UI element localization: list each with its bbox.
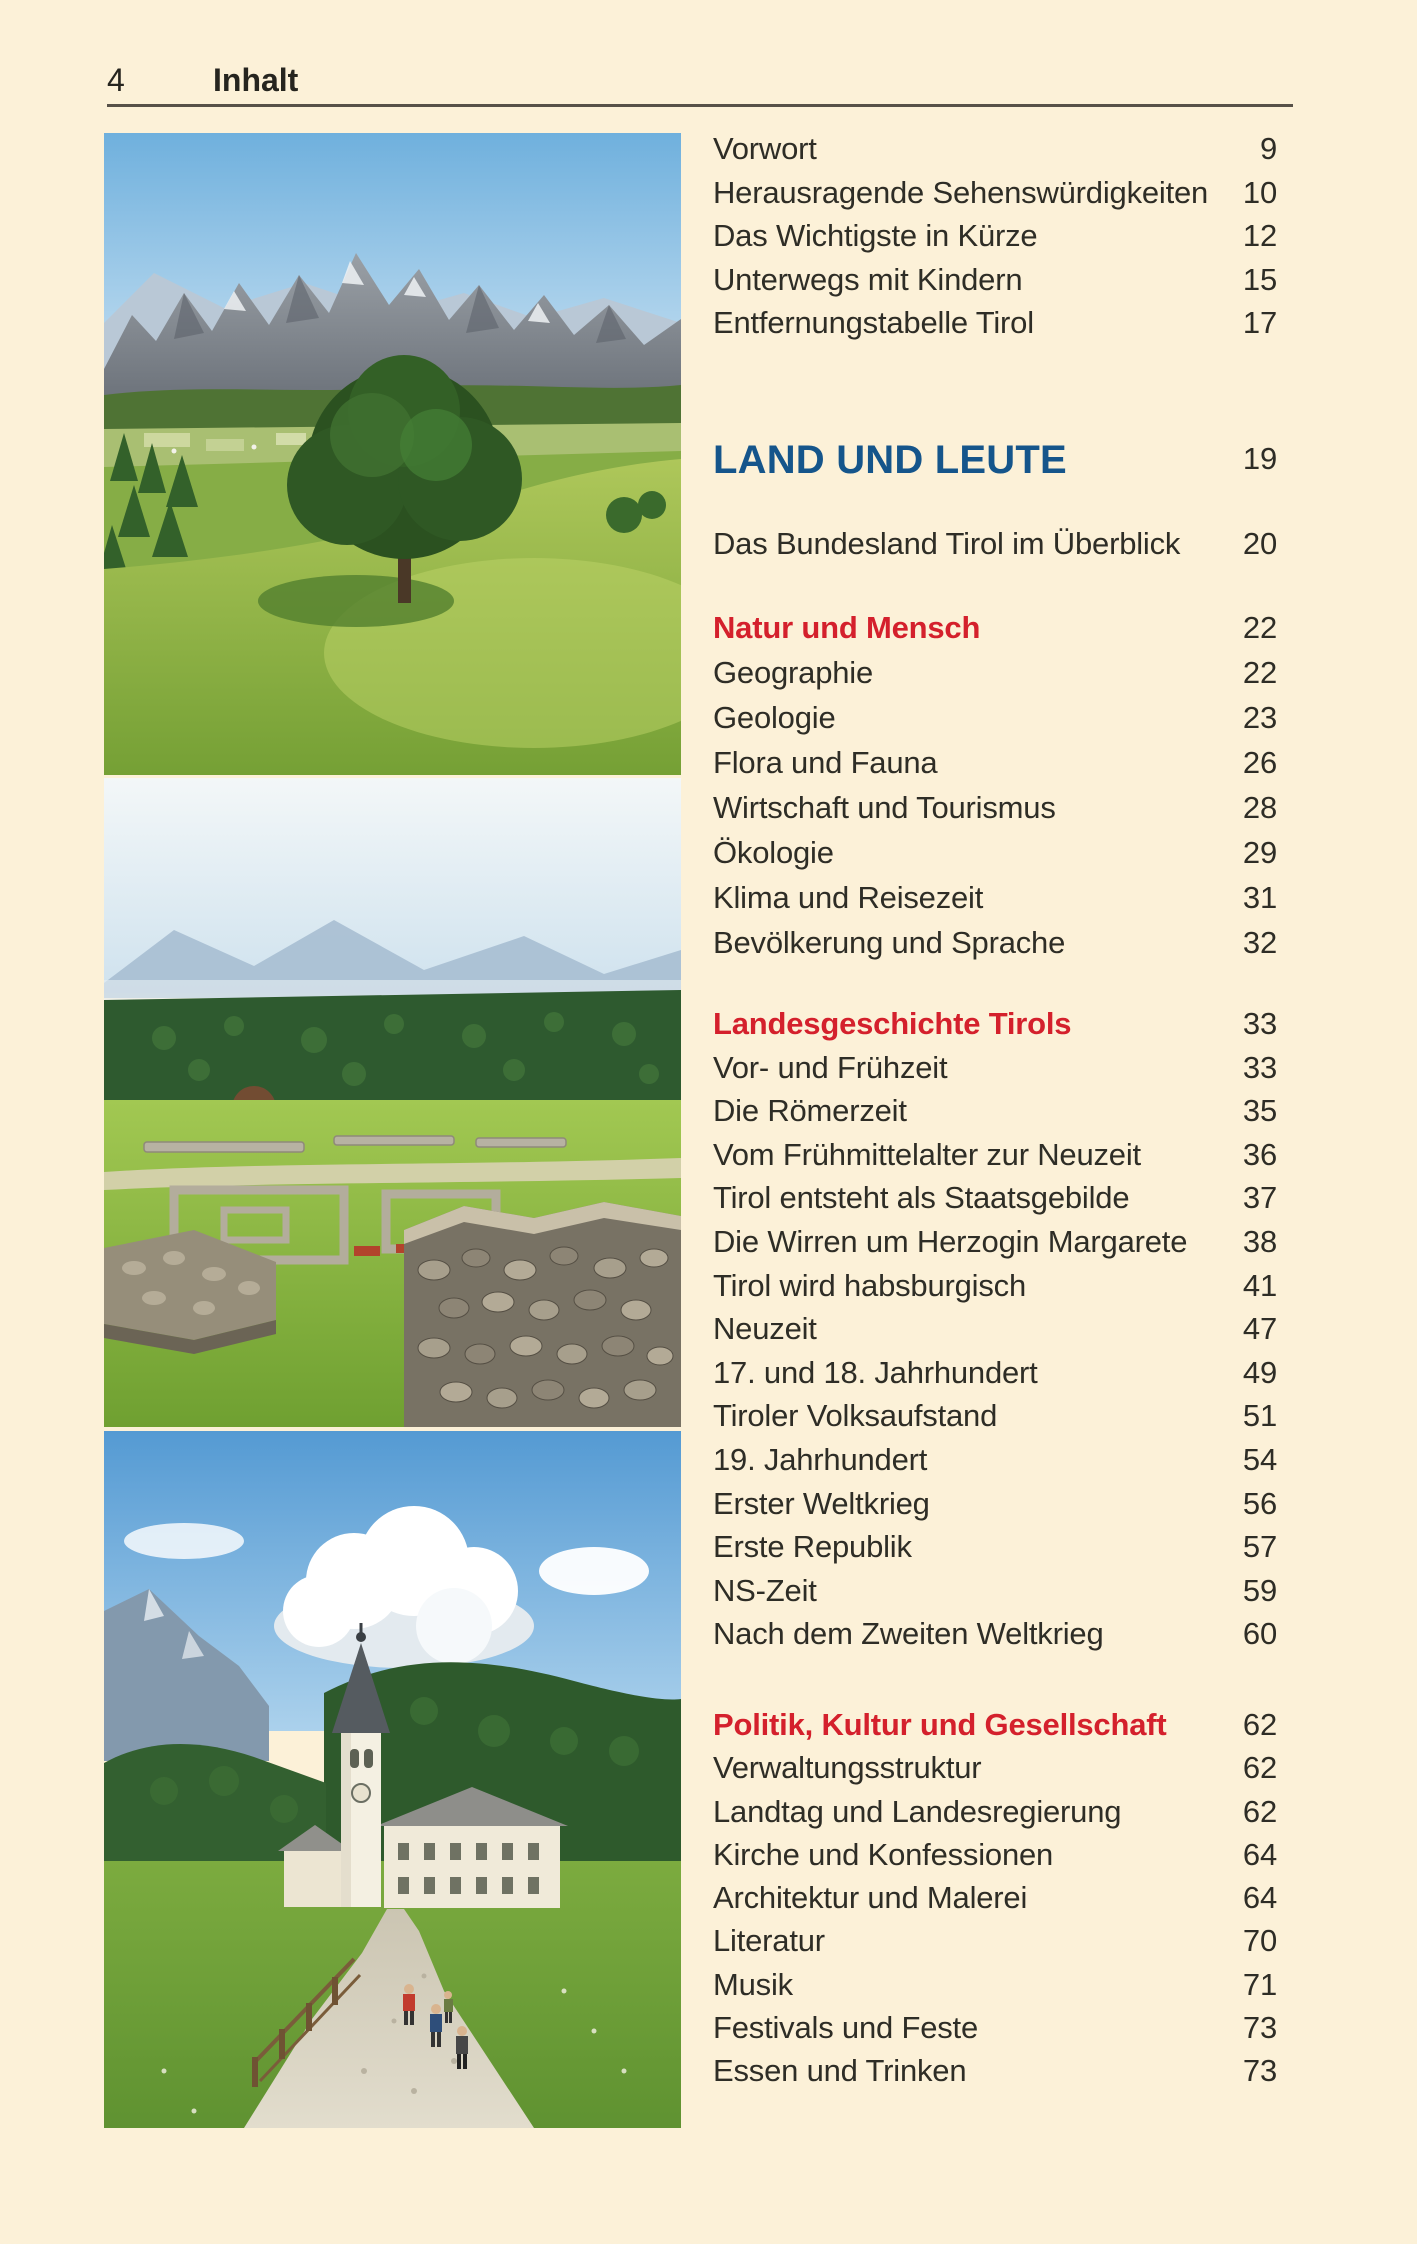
toc-entry-page: 56: [1242, 1485, 1277, 1521]
toc-entry-page: 64: [1242, 1880, 1277, 1916]
toc-entry-label: Unterwegs mit Kindern: [713, 261, 1023, 297]
toc-entry-page: 47: [1242, 1311, 1277, 1347]
toc-entry[interactable]: [713, 131, 1277, 175]
tree-shadow: [258, 575, 454, 627]
toc-entry-label: Politik, Kultur und Gesellschaft: [713, 1706, 1167, 1742]
table-of-contents: [713, 131, 1277, 2097]
toc-entry-label: Tirol wird habsburgisch: [713, 1267, 1026, 1303]
toc-entry[interactable]: [713, 1093, 1277, 1137]
toc-section: [713, 610, 1277, 970]
toc-entry-label: Vom Frühmittelalter zur Neuzeit: [713, 1136, 1141, 1172]
toc-entry-page: 41: [1242, 1267, 1277, 1303]
toc-entry-label: Neuzeit: [713, 1311, 817, 1347]
toc-entry-page: 15: [1242, 261, 1277, 297]
toc-entry[interactable]: [713, 790, 1277, 835]
toc-entry-label: Landtag und Landesregierung: [713, 1793, 1122, 1829]
toc-entry-label: Das Bundesland Tirol im Überblick: [713, 525, 1181, 561]
toc-entry[interactable]: [713, 1923, 1277, 1966]
toc-entry-page: 28: [1242, 790, 1277, 825]
toc-entry-label: Die Wirren um Herzogin Margarete: [713, 1223, 1188, 1259]
toc-entry[interactable]: [713, 655, 1277, 700]
toc-entry-label: Das Wichtigste in Kürze: [713, 218, 1038, 253]
toc-entry-page: 20: [1242, 525, 1277, 561]
toc-entry[interactable]: [713, 1967, 1277, 2010]
toc-entry-page: 62: [1242, 1793, 1277, 1829]
page-title: Inhalt: [213, 62, 299, 98]
toc-entry-label: Kirche und Konfessionen: [713, 1836, 1054, 1872]
toc-entry-page: 62: [1242, 1750, 1277, 1786]
toc-entry[interactable]: [713, 925, 1277, 970]
toc-entry[interactable]: [713, 305, 1277, 349]
toc-entry-page: 37: [1242, 1180, 1277, 1216]
toc-entry-page: 26: [1242, 745, 1277, 780]
toc-entry[interactable]: [713, 218, 1277, 262]
toc-entry-label: 19. Jahrhundert: [713, 1441, 928, 1477]
toc-entry-page: 31: [1242, 880, 1277, 915]
toc-entry-page: 12: [1242, 218, 1277, 253]
toc-entry[interactable]: [713, 1050, 1277, 1094]
toc-section-title[interactable]: [713, 610, 1277, 655]
church-path-photo: [104, 1431, 681, 2128]
toc-front-group: [713, 131, 1277, 349]
toc-entry-label: Vor- und Frühzeit: [713, 1049, 948, 1085]
page-number: 4: [107, 62, 125, 98]
toc-entry-page: 33: [1242, 1049, 1277, 1085]
right-stone-wall: [404, 1202, 681, 1427]
toc-entry[interactable]: [713, 1837, 1277, 1880]
toc-entry[interactable]: [713, 2053, 1277, 2096]
toc-entry-label: NS-Zeit: [713, 1572, 817, 1608]
toc-entry-label: Herausragende Sehenswürdigkeiten: [713, 174, 1209, 210]
toc-entry[interactable]: [713, 262, 1277, 306]
toc-entry-page: 22: [1242, 610, 1277, 645]
toc-entry[interactable]: [713, 1398, 1277, 1442]
toc-entry-label: Geographie: [713, 655, 874, 690]
part-heading-label: LAND UND LEUTE: [713, 437, 1067, 482]
toc-entry[interactable]: [713, 1311, 1277, 1355]
toc-entry-label: Verwaltungsstruktur: [713, 1750, 982, 1786]
toc-entry[interactable]: [713, 880, 1277, 925]
toc-entry[interactable]: [713, 1355, 1277, 1399]
toc-entry[interactable]: [713, 1750, 1277, 1793]
toc-part-heading[interactable]: [713, 438, 1277, 486]
toc-entry-label: Landesgeschichte Tirols: [713, 1006, 1072, 1041]
toc-section: [713, 1707, 1277, 2097]
toc-sections: [713, 610, 1277, 2097]
alpine-meadow-photo: [104, 133, 681, 775]
toc-entry-page: 73: [1242, 2053, 1277, 2089]
toc-entry-page: 64: [1242, 1836, 1277, 1872]
toc-entry[interactable]: [713, 1268, 1277, 1312]
toc-entry[interactable]: [713, 1137, 1277, 1181]
toc-entry[interactable]: [713, 1529, 1277, 1573]
part-heading-page: 19: [1242, 440, 1277, 476]
toc-entry-label: Architektur und Malerei: [713, 1880, 1028, 1916]
toc-entry[interactable]: [713, 1224, 1277, 1268]
toc-entry[interactable]: [713, 745, 1277, 790]
toc-entry-page: 49: [1242, 1354, 1277, 1390]
toc-entry-page: 54: [1242, 1441, 1277, 1477]
toc-entry-page: 38: [1242, 1223, 1277, 1259]
toc-entry[interactable]: [713, 1880, 1277, 1923]
toc-entry-page: 23: [1242, 700, 1277, 735]
toc-entry-label: Wirtschaft und Tourismus: [713, 790, 1056, 825]
toc-entry-label: Ökologie: [713, 835, 834, 870]
toc-entry-label: Flora und Fauna: [713, 745, 938, 780]
toc-section-title[interactable]: [713, 1707, 1277, 1750]
toc-entry-page: 62: [1242, 1706, 1277, 1742]
toc-entry-label: 17. und 18. Jahrhundert: [713, 1354, 1038, 1390]
toc-entry-label: Erster Weltkrieg: [713, 1485, 930, 1521]
toc-entry-label: Literatur: [713, 1923, 825, 1959]
toc-entry[interactable]: [713, 2010, 1277, 2053]
toc-entry-page: 10: [1242, 174, 1277, 210]
tower-clock: [352, 1784, 370, 1802]
header-rule: [107, 104, 1293, 107]
toc-entry-page: 51: [1242, 1398, 1277, 1434]
toc-entry-label: Natur und Mensch: [713, 610, 981, 645]
toc-entry-label: Festivals und Feste: [713, 2009, 978, 2045]
toc-entry[interactable]: [713, 1442, 1277, 1486]
toc-entry-label: Tirol entsteht als Staatsgebilde: [713, 1180, 1130, 1216]
toc-section-title[interactable]: [713, 1006, 1277, 1050]
toc-entry-page: 33: [1242, 1006, 1277, 1041]
toc-entry-label: Nach dem Zweiten Weltkrieg: [713, 1616, 1104, 1652]
toc-entry[interactable]: [713, 1180, 1277, 1224]
toc-entry-label: Musik: [713, 1966, 793, 2002]
toc-entry-page: 32: [1242, 925, 1277, 960]
toc-entry-label: Entfernungstabelle Tirol: [713, 305, 1034, 340]
toc-entry-page: 70: [1242, 1923, 1277, 1959]
page-header: [107, 62, 1293, 102]
ruins-photo: [104, 778, 681, 1427]
toc-entry-page: 29: [1242, 835, 1277, 870]
toc-entry-page: 17: [1242, 305, 1277, 340]
toc-entry[interactable]: [713, 835, 1277, 880]
toc-entry-label: Geologie: [713, 700, 836, 735]
toc-entry-page: 9: [1259, 131, 1277, 166]
toc-entry-page: 60: [1242, 1616, 1277, 1652]
toc-entry[interactable]: [713, 175, 1277, 219]
toc-entry-label: Bevölkerung und Sprache: [713, 925, 1066, 960]
toc-entry-page: 36: [1242, 1136, 1277, 1172]
toc-entry[interactable]: [713, 700, 1277, 745]
toc-entry-label: Tiroler Volksaufstand: [713, 1398, 998, 1434]
toc-entry-page: 73: [1242, 2009, 1277, 2045]
toc-entry-page: 57: [1242, 1529, 1277, 1565]
toc-entry-page: 22: [1242, 655, 1277, 690]
toc-entry-label: Klima und Reisezeit: [713, 880, 984, 915]
toc-entry-label: Vorwort: [713, 131, 817, 166]
toc-entry-page: 35: [1242, 1093, 1277, 1129]
toc-entry[interactable]: [713, 526, 1277, 570]
toc-entry-label: Essen und Trinken: [713, 2053, 967, 2089]
toc-entry-label: Die Römerzeit: [713, 1093, 907, 1129]
toc-entry[interactable]: [713, 1486, 1277, 1530]
toc-entry-label: Erste Republik: [713, 1529, 912, 1565]
toc-section: [713, 1006, 1277, 1660]
toc-entry[interactable]: [713, 1573, 1277, 1617]
toc-entry[interactable]: [713, 1616, 1277, 1660]
toc-entry[interactable]: [713, 1794, 1277, 1837]
toc-entry-page: 59: [1242, 1572, 1277, 1608]
toc-entry-page: 71: [1242, 1966, 1277, 2002]
